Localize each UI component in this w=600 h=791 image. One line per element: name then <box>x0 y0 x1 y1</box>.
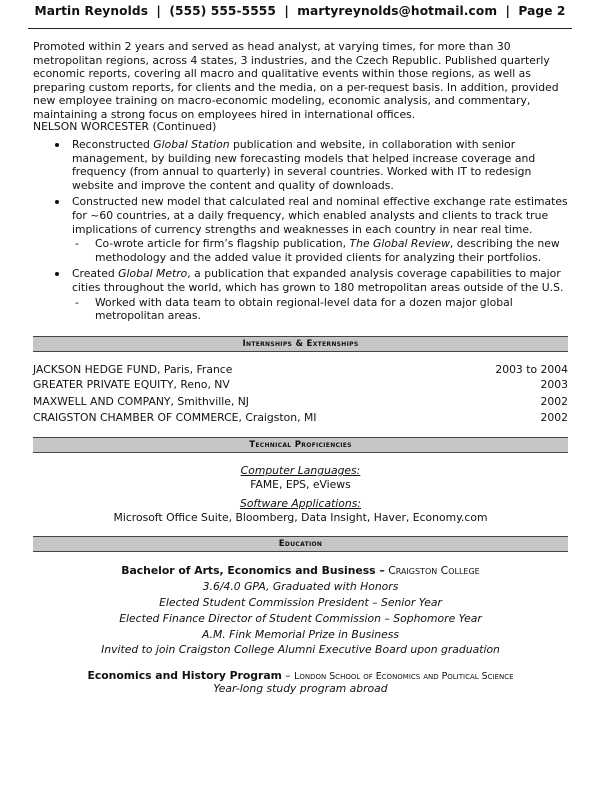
table-row <box>33 411 568 425</box>
section-heading-internships: Internships & Externships <box>33 336 568 352</box>
years: 2002 <box>540 411 568 424</box>
publication-name: Global Metro <box>118 267 188 281</box>
sub-list-item <box>33 296 568 323</box>
program-title: Economics and History Program <box>87 669 282 682</box>
languages-value: FAME, EPS, eViews <box>250 478 351 491</box>
bullet-text: publication and website, in collaboration with senior management, by building new forecasting models that helped increase coverage and frequency (from annual to quarterly) in several countries. Worked with IT to redesign website and improve the content and quality of downloads. <box>72 138 536 192</box>
software-value: Microsoft Office Suite, Bloomberg, Data Insight, Haver, Economy.com <box>113 511 488 524</box>
education-detail: A.M. Fink Memorial Prize in Business <box>201 628 400 641</box>
company-heading: NELSON WORCESTER (Continued) <box>33 120 217 133</box>
degree-line <box>33 563 568 579</box>
section-heading-education: Education <box>33 536 568 552</box>
education-detail: 3.6/4.0 GPA, Graduated with Honors <box>202 580 399 593</box>
education-detail: Invited to join Craigston College Alumni Executive Board upon graduation <box>101 643 500 656</box>
software-label-text: Software Applications: <box>239 497 362 510</box>
list-item <box>33 195 568 264</box>
organization: MAXWELL AND COMPANY, Smithville, NJ <box>33 395 249 408</box>
list-item <box>33 138 568 192</box>
publication-name: Global Station <box>153 138 230 151</box>
program-detail: Year-long study program abroad <box>213 682 388 695</box>
section-heading-technical: Technical Proficiencies <box>33 437 568 453</box>
school-name: Craigston College <box>388 564 480 577</box>
achievement-list <box>33 138 568 326</box>
bullet-text: Created <box>72 267 119 281</box>
years: 2002 <box>540 395 568 408</box>
organization: JACKSON HEDGE FUND, Paris, France <box>33 363 233 376</box>
header-separator: | <box>284 4 289 18</box>
sub-list-item <box>33 237 568 264</box>
candidate-name: Martin Reynolds <box>34 4 149 18</box>
years: 2003 to 2004 <box>495 363 568 376</box>
experience-summary: Promoted within 2 years and served as head analyst, at varying times, for more than 30 metropolitan regions, across 4 states, 3 industries, and the Czech Republic. Published quarterly economic reports, covering all macro and qualitative events within those regions, as well as preparing custom reports, for clients and the media, on a per-request basis. In addition, provided new employee training on macro-economic modeling, economic analysis, and commentary, maintaining a strong focus on employees hired in international offices. <box>33 40 559 121</box>
table-row <box>33 395 568 409</box>
publication-name: The Global Review <box>349 237 450 251</box>
table-row <box>33 363 568 377</box>
bullet-text: Constructed new model that calculated real and nominal effective exchange rate estimates for ~60 countries, at a daily frequency, which enabled analysts and clients to track true implications of currency strengths and weaknesses in each country in near real time. <box>72 195 568 236</box>
email-address[interactable]: martyreynolds@hotmail.com <box>297 4 498 18</box>
header-separator: | <box>156 4 161 18</box>
table-row <box>33 378 568 392</box>
header-separator: | <box>505 4 511 18</box>
education-detail: Elected Student Commission President – Senior Year <box>159 596 442 609</box>
sub-bullet-text: , describing the new methodology and the added value it provided clients for analyzing their portfolios. <box>95 237 560 264</box>
bullet-text: , a publication that expanded analysis coverage capabilities to major cities throughout the world, which has grown to 180 metropolitan areas outside of the U.S. <box>72 267 564 294</box>
education-detail: Elected Finance Director of Student Commission – Sophomore Year <box>119 612 482 625</box>
sub-bullet-text: Co-wrote article for firm’s flagship publication, <box>95 237 350 251</box>
list-item <box>33 267 568 322</box>
phone-number: (555) 555-5555 <box>169 4 276 18</box>
years: 2003 <box>540 378 568 391</box>
organization: GREATER PRIVATE EQUITY, Reno, NV <box>33 378 230 391</box>
bullet-text: Reconstructed <box>72 138 154 151</box>
organization: CRAIGSTON CHAMBER OF COMMERCE, Craigston, MI <box>33 411 317 424</box>
program-separator: – <box>281 669 291 682</box>
page-header <box>0 4 600 18</box>
page-number: Page 2 <box>518 4 566 18</box>
degree-title: Bachelor of Arts, Economics and Business – <box>121 564 385 577</box>
sub-bullet-text: Worked with data team to obtain regional-level data for a dozen major global metropolitan areas. <box>95 295 513 323</box>
program-school: London School of Economics and Political Science <box>294 671 514 682</box>
header-divider <box>28 28 572 29</box>
languages-label-text: Computer Languages: <box>240 464 361 477</box>
